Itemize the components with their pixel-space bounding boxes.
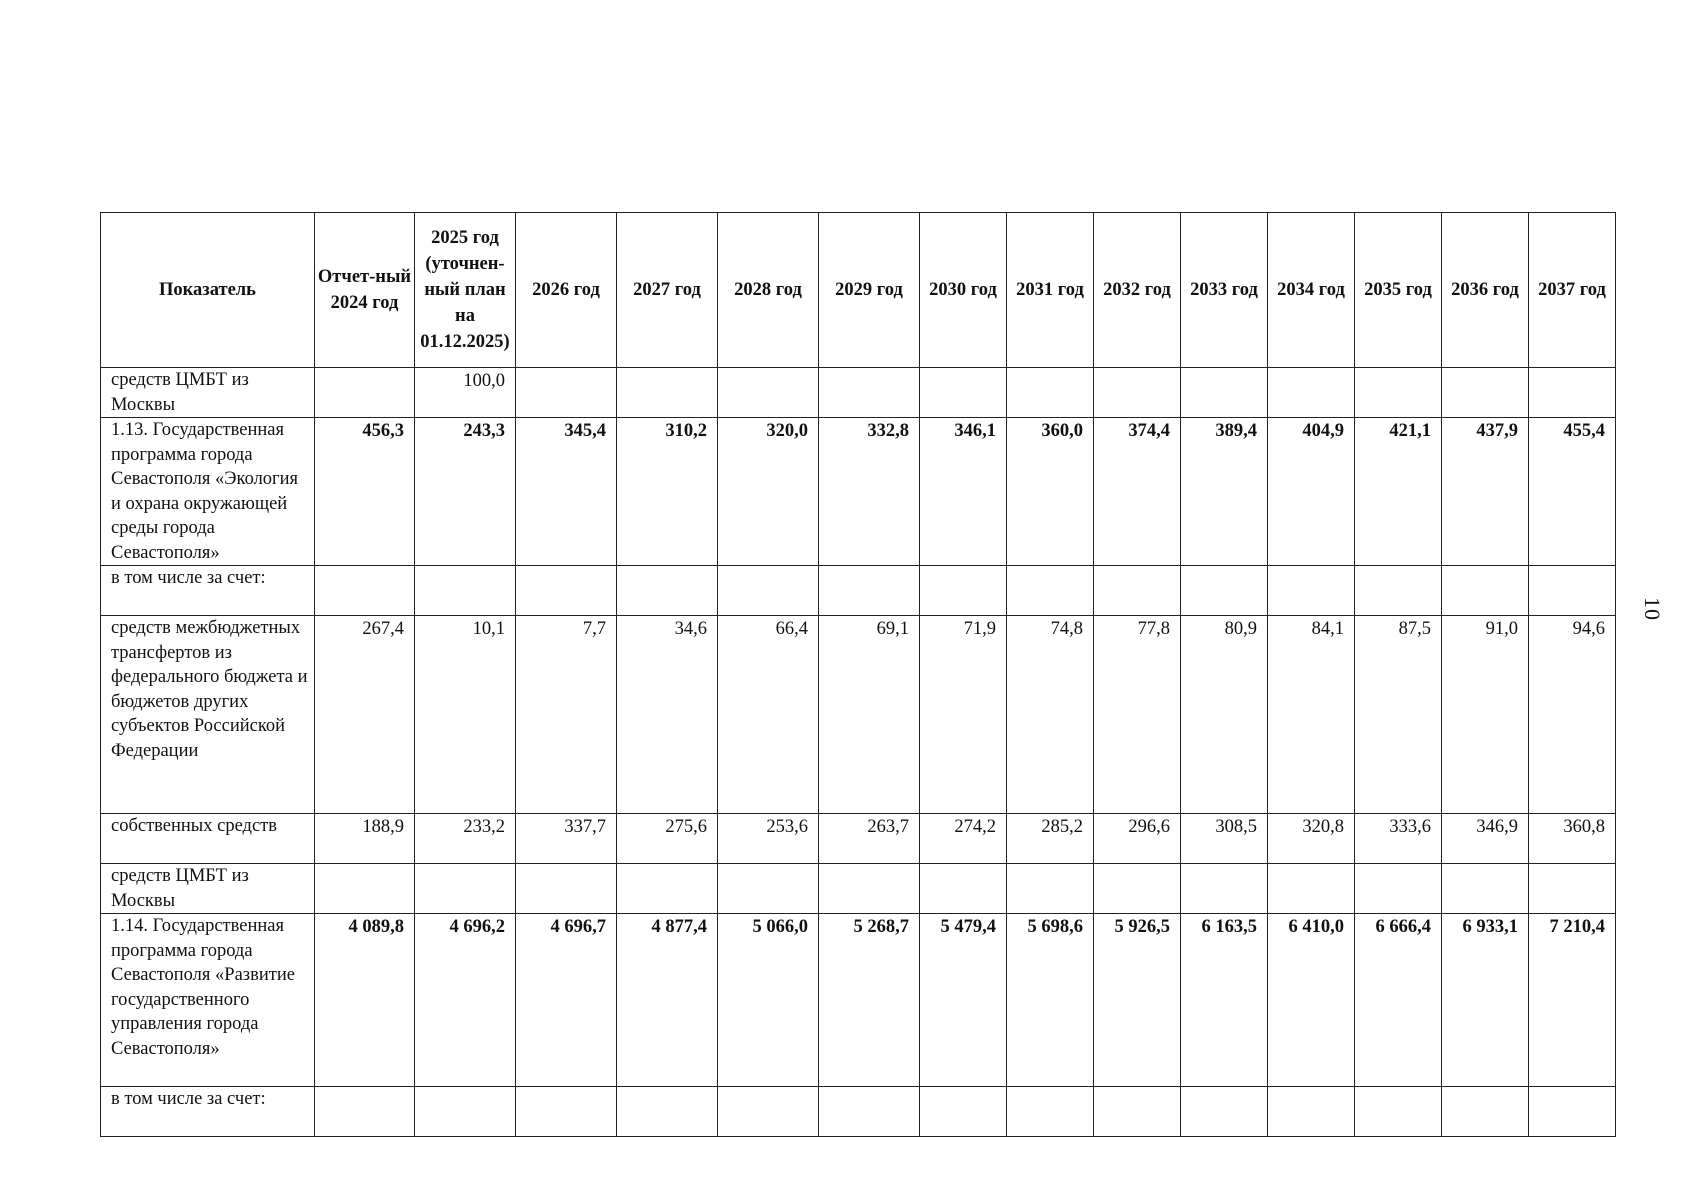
cell-value [516,1087,617,1137]
cell-value [1442,1087,1529,1137]
cell-value: 275,6 [617,814,718,864]
cell-value [920,368,1007,418]
cell-value: 74,8 [1007,616,1094,814]
cell-value: 320,0 [718,418,819,566]
row-label: 1.13. Государственная программа города Севастополя «Экология и охрана окружающей среды города Севастополя» [101,418,315,566]
cell-value [617,368,718,418]
cell-value [1181,566,1268,616]
header-year: 2030 год [920,213,1007,368]
cell-value [1094,566,1181,616]
cell-value: 332,8 [819,418,920,566]
cell-value [1007,864,1094,914]
table-row [101,368,1616,418]
cell-value: 7,7 [516,616,617,814]
cell-value [1181,864,1268,914]
header-report-2024: Отчет-ный 2024 год [315,213,415,368]
cell-value: 5 479,4 [920,914,1007,1087]
cell-value: 437,9 [1442,418,1529,566]
cell-value [1529,566,1616,616]
header-plan-2025: 2025 год (уточнен-ный план на 01.12.2025) [415,213,516,368]
page-number: 10 [1640,597,1665,621]
cell-value: 77,8 [1094,616,1181,814]
cell-value [718,368,819,418]
cell-value [1094,864,1181,914]
cell-value: 5 698,6 [1007,914,1094,1087]
header-year: 2035 год [1355,213,1442,368]
cell-value: 100,0 [415,368,516,418]
cell-value [516,368,617,418]
cell-value [415,864,516,914]
header-year: 2037 год [1529,213,1616,368]
cell-value [516,566,617,616]
cell-value [1181,1087,1268,1137]
cell-value: 360,8 [1529,814,1616,864]
cell-value [1529,1087,1616,1137]
cell-value: 389,4 [1181,418,1268,566]
cell-value: 296,6 [1094,814,1181,864]
cell-value: 6 933,1 [1442,914,1529,1087]
cell-value [617,864,718,914]
cell-value: 4 089,8 [315,914,415,1087]
cell-value [1268,566,1355,616]
cell-value [1355,566,1442,616]
cell-value: 80,9 [1181,616,1268,814]
cell-value: 346,1 [920,418,1007,566]
cell-value: 310,2 [617,418,718,566]
cell-value [617,1087,718,1137]
cell-value [819,368,920,418]
cell-value [315,566,415,616]
cell-value [516,864,617,914]
cell-value: 4 877,4 [617,914,718,1087]
table-row [101,418,1616,566]
cell-value [1007,1087,1094,1137]
cell-value: 7 210,4 [1529,914,1616,1087]
row-label: средств ЦМБТ из Москвы [101,368,315,418]
cell-value [1181,368,1268,418]
cell-value [718,864,819,914]
cell-value: 267,4 [315,616,415,814]
table-row [101,914,1616,1087]
cell-value [1007,566,1094,616]
cell-value: 253,6 [718,814,819,864]
header-indicator: Показатель [101,213,315,368]
cell-value: 243,3 [415,418,516,566]
cell-value: 6 666,4 [1355,914,1442,1087]
cell-value: 456,3 [315,418,415,566]
cell-value: 345,4 [516,418,617,566]
cell-value [1268,864,1355,914]
cell-value: 404,9 [1268,418,1355,566]
cell-value [1268,368,1355,418]
header-year: 2036 год [1442,213,1529,368]
cell-value [315,864,415,914]
cell-value [1094,368,1181,418]
table-row [101,616,1616,814]
table-row [101,814,1616,864]
cell-value [718,566,819,616]
cell-value [1529,368,1616,418]
cell-value [819,1087,920,1137]
cell-value [617,566,718,616]
cell-value: 34,6 [617,616,718,814]
cell-value: 285,2 [1007,814,1094,864]
header-year: 2029 год [819,213,920,368]
cell-value: 4 696,7 [516,914,617,1087]
header-year: 2031 год [1007,213,1094,368]
cell-value: 374,4 [1094,418,1181,566]
header-year: 2034 год [1268,213,1355,368]
row-label: 1.14. Государственная программа города Севастополя «Развитие государственного управления города Севастополя» [101,914,315,1087]
cell-value [718,1087,819,1137]
cell-value: 333,6 [1355,814,1442,864]
cell-value: 233,2 [415,814,516,864]
header-year: 2026 год [516,213,617,368]
cell-value [920,1087,1007,1137]
budget-table [100,212,1616,1137]
cell-value [415,566,516,616]
cell-value [920,864,1007,914]
row-label: в том числе за счет: [101,1087,315,1137]
cell-value: 337,7 [516,814,617,864]
header-year: 2027 год [617,213,718,368]
cell-value: 6 163,5 [1181,914,1268,1087]
cell-value [1529,864,1616,914]
cell-value: 5 066,0 [718,914,819,1087]
cell-value [1442,864,1529,914]
header-year: 2028 год [718,213,819,368]
row-label: средств ЦМБТ из Москвы [101,864,315,914]
cell-value: 274,2 [920,814,1007,864]
cell-value [920,566,1007,616]
cell-value: 87,5 [1355,616,1442,814]
cell-value: 320,8 [1268,814,1355,864]
cell-value [315,1087,415,1137]
cell-value: 4 696,2 [415,914,516,1087]
cell-value [1355,864,1442,914]
cell-value [1442,566,1529,616]
cell-value: 94,6 [1529,616,1616,814]
table-header-row [101,213,1616,368]
table-row [101,1087,1616,1137]
cell-value [1007,368,1094,418]
cell-value: 69,1 [819,616,920,814]
table-row [101,566,1616,616]
cell-value [415,1087,516,1137]
row-label: собственных средств [101,814,315,864]
cell-value: 84,1 [1268,616,1355,814]
cell-value [1355,368,1442,418]
cell-value: 5 926,5 [1094,914,1181,1087]
cell-value: 346,9 [1442,814,1529,864]
cell-value [819,864,920,914]
header-year: 2032 год [1094,213,1181,368]
cell-value [1268,1087,1355,1137]
cell-value [819,566,920,616]
table-row [101,864,1616,914]
cell-value: 421,1 [1355,418,1442,566]
cell-value [315,368,415,418]
row-label: средств межбюджетных трансфертов из федерального бюджета и бюджетов других субъектов Российской Федерации [101,616,315,814]
cell-value: 188,9 [315,814,415,864]
cell-value: 308,5 [1181,814,1268,864]
cell-value: 91,0 [1442,616,1529,814]
cell-value: 263,7 [819,814,920,864]
cell-value [1355,1087,1442,1137]
header-year: 2033 год [1181,213,1268,368]
cell-value [1442,368,1529,418]
cell-value: 66,4 [718,616,819,814]
cell-value: 455,4 [1529,418,1616,566]
cell-value: 360,0 [1007,418,1094,566]
cell-value [1094,1087,1181,1137]
cell-value: 5 268,7 [819,914,920,1087]
cell-value: 6 410,0 [1268,914,1355,1087]
cell-value: 10,1 [415,616,516,814]
row-label: в том числе за счет: [101,566,315,616]
cell-value: 71,9 [920,616,1007,814]
